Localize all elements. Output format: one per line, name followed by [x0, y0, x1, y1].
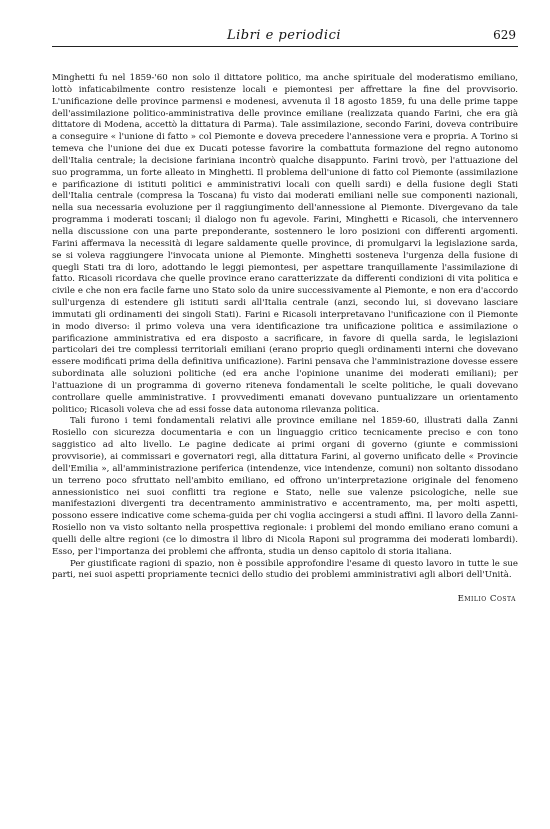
article-body: [52, 73, 518, 582]
running-title: Libri e periodici: [226, 28, 342, 43]
page-number: 629: [493, 28, 516, 42]
document-page: [52, 28, 518, 818]
paragraph-3: Per giustificate ragioni di spazio, non è possibile approfondire l'esame di questo lavoro in tutte le sue parti, nei suoi aspetti propriamente tecnici dello studio dei problemi amministrativi agli albori dell'Unità.: [52, 558, 518, 581]
paragraph-2: Tali furono i temi fondamentali relativi alle province emiliane nel 1859-60, illustrati dalla Zanni Rosiello con sicurezza documentaria e con un linguaggio critico tecnicamente preciso e con tono saggistico ad alto livello. Le pagine dedicate ai primi organi di governo (giunte e commissioni provvisorie), ai commissari e governatori regi, alla dittatura Farini, al governo unificato delle « Provincie dell'Emilia », all'amministrazione periferica (intendenze, vice intendenze, comuni) non soltanto dissodano un terreno poco sfruttato nell'ambito emiliano, ed offrono un'interpretazione originale del fenomeno annessionistico nei suoi conflitti tra regione e Stato, nelle sue valenze psicologiche, nelle sue manifestazioni divergenti tra decentramento amministrativo e accentramento, ma, per molti aspetti, possono essere indicative come schema-guida per chi voglia accingersi a studi affini. Il lavoro della Zanni-Rosiello non va visto soltanto nella prospettiva regionale: i problemi del mondo emiliano erano comuni a quelli delle altre regioni (ce lo dimostra il libro di Nicola Raponi sul programma dei moderati lombardi). Esso, per l'importanza dei problemi che affronta, studia un denso capitolo di storia italiana.: [52, 416, 518, 557]
paragraph-1: Minghetti fu nel 1859-'60 non solo il dittatore politico, ma anche spirituale del moderatismo emiliano, lottò infaticabilmente contro resistenze locali e piemontesi per affrettare la fine del provvisorio. L'unificazione delle province parmensi e modenesi, avvenuta il 18 agosto 1859, fu una delle prime tappe dell'assimilazione politico-amministrativa delle province emiliane (realizzata quando Farini, che era già dittatore di Modena, accettò la dittatura di Parma). Tale assimilazione, secondo Farini, doveva contribuire a conseguire « l'unione di fatto » col Piemonte e doveva precedere l'annessione vera e propria. A Torino si temeva che l'unione dei due ex Ducati potesse favorire la combattuta formazione del regno autonomo dell'Italia centrale; la decisione fariniana incontrò qualche disappunto. Farini trovò, per l'attuazione del suo programma, un forte alleato in Minghetti. Il problema dell'unione di fatto col Piemonte (assimilazione e parificazione di istituti politici e amministrativi locali con quelli sardi) e della fusione degli Stati dell'Italia centrale (compresa la Toscana) fu visto dai moderati emiliani nelle sue componenti nazionali, nella sua necessaria evoluzione per il raggiungimento dell'annessione al Piemonte. Divergevano da tale programma i moderati toscani; il dialogo non fu agevole. Farini, Minghetti e Ricasoli, che intervennero nella discussione con una parte preponderante, sostennero le loro posizioni con differenti argomenti. Farini affermava la necessità di legare saldamente quelle province, di promulgarvi la legislazione sarda, se si voleva raggiungere l'invocata unione al Piemonte. Minghetti sosteneva l'urgenza della fusione di quegli Stati tra di loro, adottando le leggi piemontesi, per aspettare tranquillamente l'assimilazione di fatto. Ricasoli ricordava che quelle province erano caratterizzate da differenti condizioni di vita politica e civile e che non era facile farne uno Stato solo da unire successivamente al Piemonte, e non era d'accordo sull'urgenza di estendere gli istituti sardi all'Italia centrale (anzi, secondo lui, si dovevano lasciare immutati gli ordinamenti dei singoli Stati). Farini e Ricasoli interpretavano l'unificazione con il Piemonte in modo diverso: il primo voleva una vera identificazione tra unificazione politica e assimilazione o parificazione amministrativa ed era disposto a sacrificare, in favore di quella sarda, le legislazioni particolari dei tre complessi territoriali emiliani (erano proprio quegli ordinamenti interni che dovevano essere modificati prima della definitiva unificazione). Farini pensava che l'amministrazione dovesse essere subordinata alle soluzioni politiche (ed era anche l'opinione unanime dei moderati emiliani); per l'attuazione di un programma di governo riteneva fondamentali le scelte politiche, le quali dovevano controllare quelle amministrative. I provvedimenti emanati dovevano puntualizzare un orientamento politico; Ricasoli voleva che ad essi fosse data autonoma rilevanza politica.: [52, 73, 518, 415]
running-head: [52, 28, 518, 47]
author-signature: Emilio Costa: [457, 594, 516, 605]
